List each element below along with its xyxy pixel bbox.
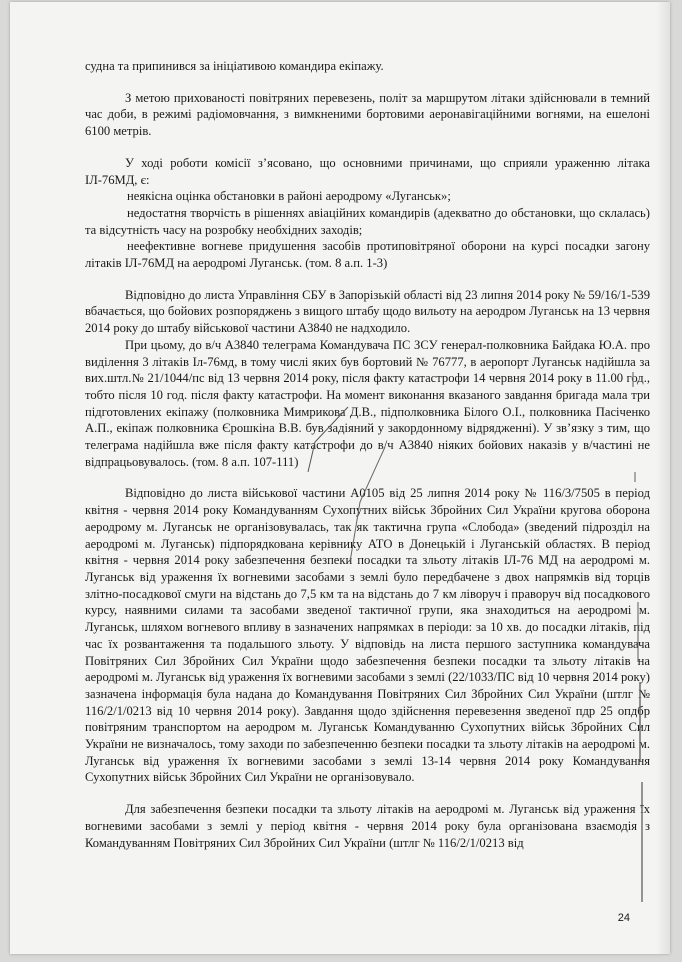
paragraph: При цьому, до в/ч А3840 телеграма Командувача ПС ЗСУ генерал-полковника Байдака Ю.А. про виділення 3 літаків Іл-76мд, в тому числі яких був бортовий № 76777, в аеропорт Луганськ надійшла за вих.штл.№ 21/1044/пс від 13 червня 2014 року, після факту катастрофи 14 червня 2014 року в 11.00 год., тобто після 10 год. після факту катастрофи. На момент виконання вказаного завдання бригада мала три підготовлених екіпажу (полковника Мимрикова Д.В., підполковника Білого О.І., полковника Пасіченко А.П., екіпаж полковника Єрошкіна В.В. був задіяний у закордонному відрядженні). У зв’язку з тим, що телеграма надійшла вже після факту катастрофи до в/ч А3840 ніяких бойових наказів у в/частині не відпрацьовувалось. (том. 8 а.п. 107-111) [85, 337, 650, 469]
page-number: 24 [617, 912, 630, 924]
list-item: неефективне вогневе придушення засобів протиповітряної оборони на курсі посадки загону літаків ІЛ-76МД на аеродромі Луганськ. (том. 8 а.п. 1-3) [85, 239, 650, 271]
list-item: неякісна оцінка обстановки в районі аеродрому «Луганськ»; [127, 189, 451, 204]
paragraph: Відповідно до листа Управління СБУ в Запорізькій області від 23 липня 2014 року № 59/16/1-539 вбачається, що бойових розпоряджень з вищого штабу щодо вильоту на аеродром Луганськ на 13 червня 2014 року до штабу військової частини А3840 не надходило. [85, 287, 650, 336]
paragraph: У ході роботи комісії з’ясовано, що основними причинами, що сприяли ураженню літака ІЛ-76МД, є: [85, 155, 650, 187]
document-page [10, 2, 670, 954]
paragraph: З метою прихованості повітряних перевезень, політ за маршрутом літаки здійснювали в темний час доби, в режимі радіомовчання, з вимкненими бортовими аеронавігаційними вогнями, на ешелоні 6100 метрів. [85, 90, 650, 139]
paragraph: судна та припинився за ініціативою командира екіпажу. [85, 59, 384, 73]
pen-marks [10, 2, 670, 954]
list-item: недостатня творчість в рішеннях авіаційних командирів (адекватно до обстановки, що склалась) та відсутність часу на розробку необхідних заходів; [85, 205, 650, 237]
paragraph: Відповідно до листа військової частини А0105 від 25 липня 2014 року № 116/3/7505 в період квітня - червня 2014 року Командуванням Сухопутних військ Збройних Сил України кругова оборона аеродрому м. Луганськ не організовувалась, так як тактична група «Слобода» (зведений підрозділ на аеродромі м. Луганськ) підпорядкована керівнику АТО в Донецькій і Луганській областях. В період квітня - червня 2014 року забезпечення безпеки посадки та зльоту літаків ІЛ-76 МД на аеродромі м. Луганськ від ураження їх вогневими засобами з землі було передбачене з двох напрямків від торців злітно-посадкової смуги на відстань до 7,5 км та на відстань до 7 км ліворуч і праворуч від посадкового курсу, наявними силами та засобами зведеної тактичної групи, яка знаходиться на аеродромі м. Луганськ, шляхом вогневого впливу в зазначених напрямках в періоди: за 10 хв. до посадки літаків, під час їх розвантаження та подальшого зльоту. У відповідь на листа першого заступника командувача Повітряних Сил Збройних Сил України щодо забезпечення безпеки посадки та зльоту літаків на аеродромі м. Луганськ від ураження їх вогневими засобами з землі (22/1033/ПС від 10 червня 2014 року) зазначена інформація була надана до Командування Повітряних Сил Збройних Сил України (штлг № 116/2/1/0213 від 10 червня 2014 року). Завдання щодо здійснення перевезення зведеної пдр 25 опдбр повітряним транспортом на аеродром м. Луганськ Командуванню Сухопутних військ Збройних Сил України не визначалось, тому заходи по забезпеченню безпеки посадки та зльоту літаків на аеродромі м. Луганськ від ураження їх вогневими засобами з землі 13-14 червня 2014 року Командування Сухопутних військ Збройних Сил України не організовувало. [85, 486, 650, 785]
paragraph: Для забезпечення безпеки посадки та зльоту літаків на аеродромі м. Луганськ від ураження їх вогневими засобами з землі у період квітня - червня 2014 року була організована взаємодія з Командуванням Повітряних Сил Збройних Сил України (штлг № 116/2/1/0213 від [85, 802, 650, 850]
